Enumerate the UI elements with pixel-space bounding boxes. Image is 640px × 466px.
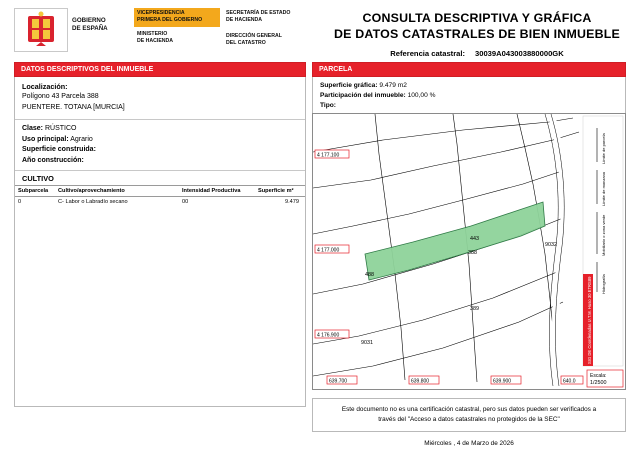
legend-item-4: Hidrografía [601, 274, 606, 294]
coord-y-2: 4 177.000 [317, 247, 340, 254]
parcel-label-9031: 9031 [361, 340, 373, 346]
localizacion-block [15, 77, 305, 115]
cultivo-title: CULTIVO [15, 170, 305, 185]
page-title-line-2: DE DATOS CATASTRALES DE BIEN INMUEBLE [334, 27, 620, 41]
cell-cultivo: C- Labor o Labradío secano [58, 199, 128, 205]
table-header-row [15, 186, 305, 197]
legend-item-2: Límite de manzana [601, 171, 606, 206]
government-logos [14, 8, 304, 52]
direccion-general-label: DIRECCIÓN GENERAL DEL CATASTRO [226, 33, 282, 46]
participacion-value: 100,00 % [407, 92, 436, 99]
localizacion-line-2: PUENTERE. TOTANA [MURCIA] [22, 104, 125, 111]
coord-y-1: 4 177.100 [317, 152, 340, 159]
parcel-label-488: 488 [365, 272, 374, 278]
cell-superficie: 9.479 [285, 199, 299, 205]
column-header-superficie: Superficie m² [255, 186, 305, 197]
coord-x-2: 639.800 [411, 378, 430, 385]
cell-intensidad: 00 [182, 199, 189, 205]
left-column [14, 62, 306, 407]
cadastral-map[interactable] [312, 113, 626, 390]
section-title-datos-descriptivos: DATOS DESCRIPTIVOS DEL INMUEBLE [14, 62, 306, 77]
cadastral-reference-label: Referencia catastral: [390, 49, 466, 58]
ministerio-label: MINISTERIO DE HACIENDA [137, 31, 174, 44]
clase-row [15, 120, 305, 170]
section-title-parcela: PARCELA [312, 62, 626, 77]
anio-construccion-label: Año construcción: [22, 156, 84, 164]
column-header-cultivo: Cultivo/aprovechamiento [55, 186, 179, 197]
parcel-label-389: 389 [470, 306, 479, 312]
document-header [14, 8, 626, 58]
parcel-label-388: 388 [468, 250, 477, 256]
coord-x-4: 640.0 [563, 378, 576, 385]
uso-label: Uso principal: [22, 135, 69, 143]
document-title-block [314, 10, 640, 58]
superficie-grafica-value: 9.479 m2 [379, 82, 407, 89]
localizacion-label: Localización: [22, 82, 68, 91]
uso-value: Agrario [70, 135, 93, 143]
ministerio-block [134, 8, 220, 45]
legend-item-3: Mobiliario o zona verde [601, 214, 606, 256]
parcel-label-443: 443 [470, 236, 479, 242]
scale-label: Escala: [590, 373, 607, 379]
secretaria-label: SECRETARÍA DE ESTADO DE HACIENDA [226, 10, 291, 23]
vicepresidencia-label: VICEPRESIDENCIA PRIMERA DEL GOBIERNO [134, 8, 220, 27]
clase-value: RÚSTICO [44, 125, 77, 132]
map-canvas [313, 114, 625, 389]
right-column [312, 62, 626, 117]
gobierno-line-2: DE ESPAÑA [72, 25, 108, 32]
clase-label: Clase: [22, 125, 44, 132]
coord-x-3: 639.900 [493, 378, 512, 385]
gobierno-line-1: GOBIERNO [72, 17, 106, 24]
parcel-label-9032: 9032 [545, 242, 557, 248]
column-header-subparcela: Subparcela [15, 186, 55, 197]
disclaimer-line-2: través del "Acceso a datos catastrales no protegidos de la SEC" [378, 416, 560, 423]
cadastral-reference-value: 30039A043003880000GK [475, 49, 564, 58]
coord-y-3: 4 176.900 [317, 332, 340, 339]
cultivo-table [15, 185, 305, 207]
spain-coat-of-arms-icon [14, 8, 68, 52]
disclaimer-line-1: Este documento no es una certificación catastral, pero sus datos pueden ser verificados a [341, 406, 597, 413]
superficie-construida-label: Superficie construida: [22, 146, 96, 153]
coord-x-1: 639.700 [329, 378, 348, 385]
map-legend [583, 116, 623, 366]
map-scale [587, 370, 623, 387]
participacion-label: Participación del inmueble: [320, 92, 406, 99]
cell-subparcela: 0 [18, 199, 22, 205]
document-date: Miércoles , 4 de Marzo de 2026 [424, 440, 514, 447]
page-title-line-1: CONSULTA DESCRIPTIVA Y GRÁFICA [362, 11, 592, 25]
localizacion-line-1: Polígono 43 Parcela 388 [22, 93, 99, 100]
parcela-panel [312, 77, 626, 117]
gobierno-de-espana-text [72, 8, 130, 33]
cadastral-reference [314, 49, 640, 58]
legend-item-1: Límite de parcela [601, 133, 606, 164]
tipo-label: Tipo: [320, 102, 336, 109]
disclaimer-note [312, 398, 626, 432]
legend-title: SIG DE Coordenadas U.T.M. Huso 30 ETRS89 [587, 276, 592, 364]
superficie-grafica-label: Superficie gráfica: [320, 82, 378, 89]
column-header-intensidad: Intensidad Productiva [179, 186, 255, 197]
table-row [15, 197, 305, 208]
catastro-block [226, 8, 304, 47]
datos-descriptivos-panel [14, 77, 306, 407]
scale-value: 1/2500 [590, 380, 607, 386]
